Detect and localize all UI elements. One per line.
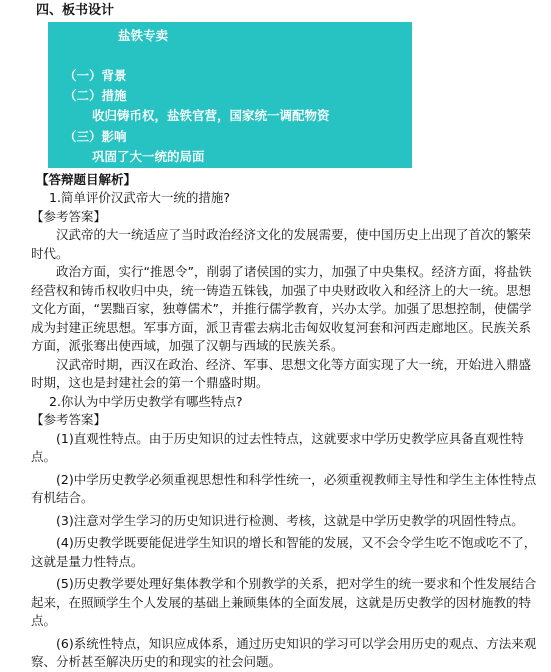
q1-answer-paragraph: 汉武帝时期，西汉在政治、经济、军事、思想文化等方面实现了大一统，开始进入鼎盛时期，这也是封建社会的第一个鼎盛时期。 <box>31 356 532 390</box>
question-2: 2.你认为中学历史教学有哪些特点? <box>49 393 243 409</box>
q1-answer-paragraph: 政治方面，实行“推恩令”，削弱了诸侯国的实力，加强了中央集权。经济方面，将盐铁经营权和铸币权收归中央，统一铸造五铢钱，加强了中央财政收入和经济上的大一统。思想文化方面，“罢黜百家，独尊儒术”，并推行儒学教育，兴办太学。加强了思想控制，使儒学成为封建正统思想。军事方面，派卫青霍去病北击匈奴收复河套和河西走廊地区。民族关系方面，派张骞出使西域，加强了汉朝与西域的民族关系。 <box>31 264 532 353</box>
q1-answer-paragraph: 汉武帝的大一统适应了当时政治经济文化的发展需要，使中国历史上出现了首次的繁荣时代。 <box>31 227 532 261</box>
board-line-background: （一）背景 <box>64 68 127 83</box>
answer-content <box>31 189 539 672</box>
q2-answer-item: (5)历史教学要处理好集体教学和个别教学的关系，把对学生的统一要求和个性发展结合起来，在照顾学生个人发展的基础上兼顾集体的全面发展，这就是历史教学的因材施教的特点。 <box>31 576 537 628</box>
board-line-impact: （三）影响 <box>64 129 127 144</box>
reference-answer-label-1: 【参考答案】 <box>31 208 107 224</box>
question-1: 1.简单评价汉武帝大一统的措施? <box>49 190 231 205</box>
board-line-measures-detail: 收归铸币权，盐铁官营，国家统一调配物资 <box>92 108 330 123</box>
board-title: 盐铁专卖 <box>118 28 169 43</box>
q2-answer-item: (3)注意对学生学习的历史知识进行检测、考核，这就是中学历史教学的巩固性特点。 <box>56 512 524 528</box>
board-line-measures: （二）措施 <box>64 88 127 103</box>
q2-answer-item: (2)中学历史教学必须重视思想性和科学性统一，必须重视教师主导性和学生主体性特点有机结合。 <box>31 471 537 505</box>
blackboard-design-box <box>48 22 412 168</box>
q2-answer-item: (6)系统性特点，知识应成体系，通过历史知识的学习可以学会用历史的观点、方法来观察、分析甚至解决历史的和现实的社会问题。 <box>31 635 537 669</box>
board-line-impact-detail: 巩固了大一统的局面 <box>92 149 205 164</box>
reference-answer-label-2: 【参考答案】 <box>31 412 107 427</box>
q2-answer-item: (4)历史教学既要能促进学生知识的增长和智能的发展，又不会令学生吃不饱或吃不了，这就是量力性特点。 <box>31 535 537 569</box>
answer-section-heading: 【答辩题目解析】 <box>36 172 137 187</box>
section-heading: 四、板书设计 <box>36 3 115 18</box>
q2-answer-item: (1)直观性特点。由于历史知识的过去性特点，这就要求中学历史教学应具备直观性特点。 <box>31 430 524 464</box>
